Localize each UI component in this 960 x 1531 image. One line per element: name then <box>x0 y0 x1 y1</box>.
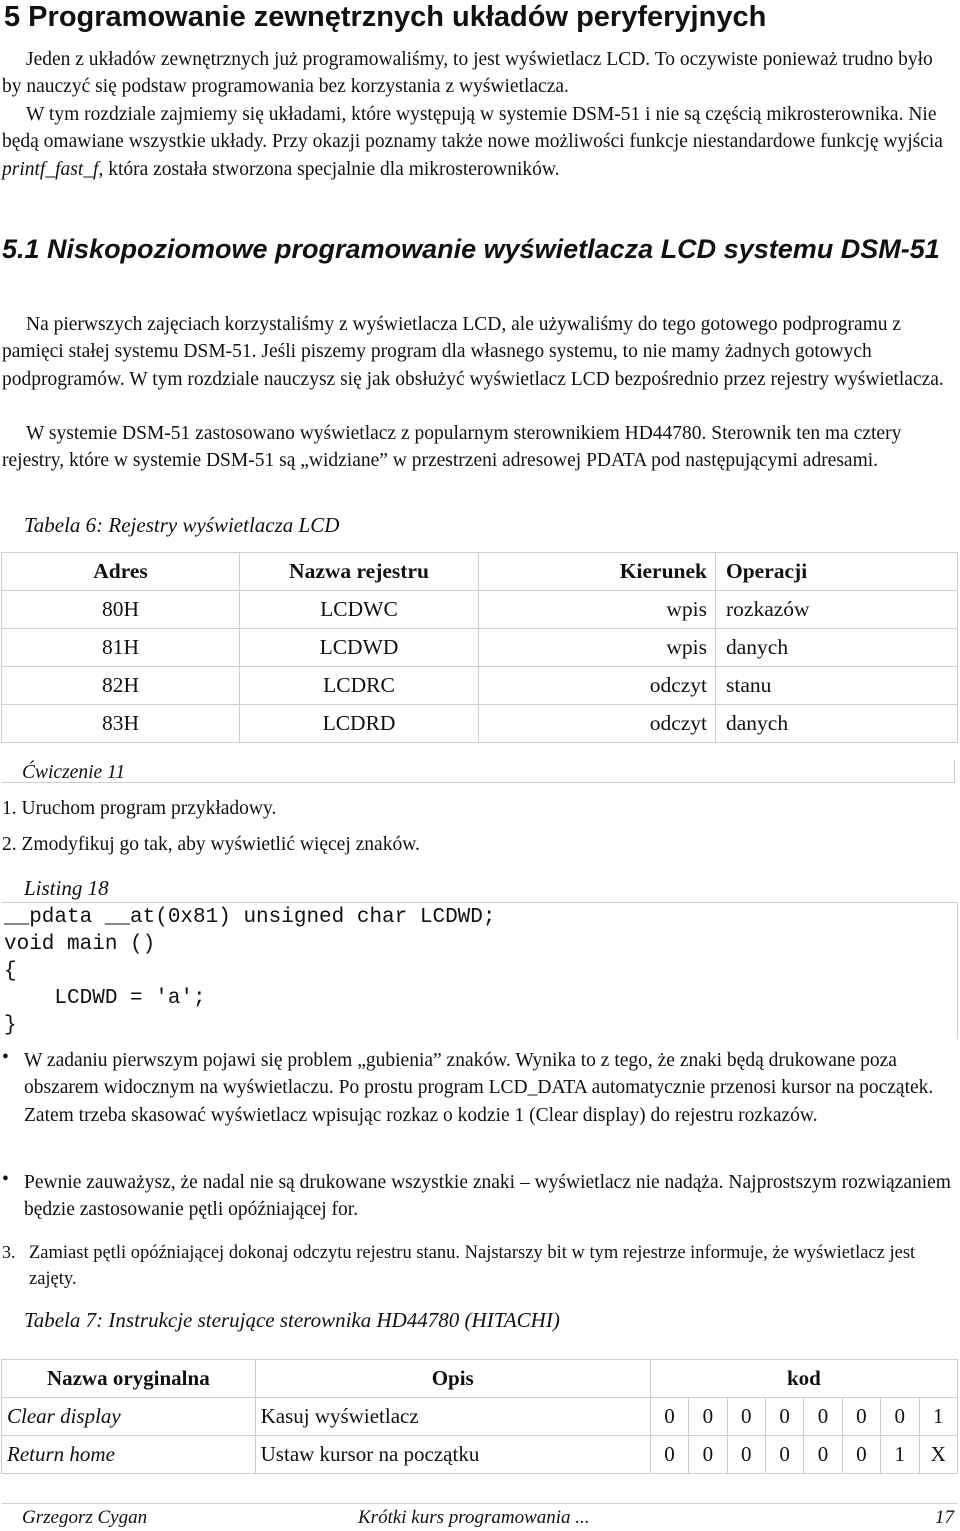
code-bit: 0 <box>689 1398 727 1436</box>
exercise-step-1: 1. Uruchom program przykładowy. <box>2 798 277 819</box>
table-cell: Return home <box>2 1436 256 1474</box>
header-cell: kod <box>650 1360 957 1398</box>
code-line: __pdata __at(0x81) unsigned char LCDWD; <box>4 906 496 929</box>
code-line: void main () <box>4 933 156 956</box>
table-cell: danych <box>716 705 958 743</box>
table-cell: odczyt <box>479 667 716 705</box>
table-header-row <box>2 1360 958 1398</box>
code-line: { <box>4 960 17 983</box>
table7-caption: Tabela 7: Instrukcje sterujące sterownika HD44780 (HITACHI) <box>24 1308 560 1332</box>
table6-caption: Tabela 6: Rejestry wyświetlacza LCD <box>24 513 340 537</box>
code-bit: X <box>919 1436 958 1474</box>
intro-paragraph-1: Jeden z układów zewnętrznych już programowaliśmy, to jest wyświetlacz LCD. To oczywiste ponieważ trudno było by nauczyć się podstaw programowania bez korzystania z wyświetlacza. <box>2 49 933 98</box>
code-bit: 0 <box>689 1436 727 1474</box>
footer-author: Grzegorz Cygan <box>22 1507 148 1528</box>
table-cell: 80H <box>2 591 240 629</box>
code-bit: 0 <box>650 1398 688 1436</box>
code-bit: 0 <box>727 1398 765 1436</box>
footer-page-number: 17 <box>935 1507 954 1528</box>
instructions-table <box>1 1359 958 1474</box>
exercise-box <box>2 760 955 783</box>
header-cell: Operacji <box>716 553 958 591</box>
table-cell: LCDRD <box>240 705 479 743</box>
code-bit: 0 <box>765 1398 803 1436</box>
table-cell: Clear display <box>2 1398 256 1436</box>
table-cell: rozkazów <box>716 591 958 629</box>
intro-paragraph-2: W tym rozdziale zajmiemy się układami, które występują w systemie DSM-51 i nie są częścią mikrosterownika. Nie będą omawiane wszystkie układy. Przy okazji poznamy także nowe możliwości funkcje niestandardowe funkcję wyjścia printf_fast_f, która została stworzona specjalnie dla mikrosterowników. <box>2 104 943 180</box>
footer-divider <box>2 1503 957 1504</box>
listing-caption: Listing 18 <box>24 876 109 900</box>
table-cell: Kasuj wyświetlacz <box>255 1398 650 1436</box>
code-bit: 0 <box>804 1398 842 1436</box>
section-heading: 5.1 Niskopoziomowe programowanie wyświetlacza LCD systemu DSM-51 <box>2 234 940 264</box>
code-bit: 0 <box>727 1436 765 1474</box>
bullet-paragraph-1: W zadaniu pierwszym pojawi się problem „gubienia” znaków. Wynika to z tego, że znaki będą drukowane poza obszarem widocznym na wyświetlaczu. Po prostu program LCD_DATA automatycznie przenosi kursor na początek. Zatem trzeba skasować wyświetlacz wpisując rozkaz o kodzie 1 (Clear display) do rejestru rozkazów. <box>24 1050 934 1126</box>
table-row <box>2 629 958 667</box>
table-cell: odczyt <box>479 705 716 743</box>
code-bit: 0 <box>765 1436 803 1474</box>
header-cell: Kierunek <box>479 553 716 591</box>
exercise-step-2: 2. Zmodyfikuj go tak, aby wyświetlić więcej znaków. <box>2 834 420 855</box>
table-row <box>2 591 958 629</box>
table-cell: LCDWD <box>240 629 479 667</box>
bullet-icon: • <box>2 1169 9 1190</box>
code-bit: 0 <box>881 1398 919 1436</box>
code-bit: 0 <box>842 1398 880 1436</box>
code-line: LCDWD = 'a'; <box>4 987 206 1010</box>
table-cell: 83H <box>2 705 240 743</box>
table-row <box>2 1398 958 1436</box>
bullet-icon: • <box>2 1047 9 1068</box>
table-cell: LCDRC <box>240 667 479 705</box>
code-bit: 0 <box>842 1436 880 1474</box>
header-cell: Adres <box>2 553 240 591</box>
table-cell: Ustaw kursor na początku <box>255 1436 650 1474</box>
code-bit: 1 <box>919 1398 958 1436</box>
code-bit: 0 <box>804 1436 842 1474</box>
header-cell: Nazwa rejestru <box>240 553 479 591</box>
chapter-heading: 5 Programowanie zewnętrznych układów peryferyjnych <box>4 1 767 33</box>
bullet-paragraph-2: Pewnie zauważysz, że nadal nie są drukowane wszystkie znaki – wyświetlacz nie nadąża. Najprostszym rozwiązaniem będzie zastosowanie pętli opóźniającej for. <box>24 1172 951 1221</box>
registers-table <box>1 552 958 743</box>
code-line: } <box>4 1014 17 1037</box>
table-cell: wpis <box>479 629 716 667</box>
code-bit: 0 <box>650 1436 688 1474</box>
code-bit: 1 <box>881 1436 919 1474</box>
header-cell: Opis <box>255 1360 650 1398</box>
printf-function-name: printf_fast_f <box>2 158 99 180</box>
exercise-step-3-num: 3. <box>2 1242 16 1262</box>
exercise-step-3-text: Zamiast pętli opóźniającej dokonaj odczytu rejestru stanu. Najstarszy bit w tym rejestrze informuje, że wyświetlacz jest zajęty. <box>29 1243 916 1289</box>
exercise-title: Ćwiczenie 11 <box>22 762 126 783</box>
table-row <box>2 705 958 743</box>
table-row <box>2 1436 958 1474</box>
table-cell: 82H <box>2 667 240 705</box>
footer-title: Krótki kurs programowania ... <box>358 1507 590 1528</box>
header-cell: Nazwa oryginalna <box>2 1360 256 1398</box>
table-cell: 81H <box>2 629 240 667</box>
code-listing <box>4 904 495 1039</box>
table-row <box>2 667 958 705</box>
section-paragraph-2: W systemie DSM-51 zastosowano wyświetlacz z popularnym sterownikiem HD44780. Sterownik ten ma cztery rejestry, które w systemie DSM-51 są „widziane” w przestrzeni adresowej PDATA pod następującymi adresami. <box>2 423 902 472</box>
section-paragraph-1: Na pierwszych zajęciach korzystaliśmy z wyświetlacza LCD, ale używaliśmy do tego gotowego podprogramu z pamięci stałej systemu DSM-51. Jeśli piszemy program dla własnego systemu, to nie mamy żadnych gotowych podprogramów. W tym rozdziale nauczysz się jak obsłużyć wyświetlacz LCD bezpośrednio przez rejestry wyświetlacza. <box>2 314 944 390</box>
table-header-row <box>2 553 958 591</box>
table-cell: wpis <box>479 591 716 629</box>
table-cell: LCDWC <box>240 591 479 629</box>
table-cell: danych <box>716 629 958 667</box>
table-cell: stanu <box>716 667 958 705</box>
